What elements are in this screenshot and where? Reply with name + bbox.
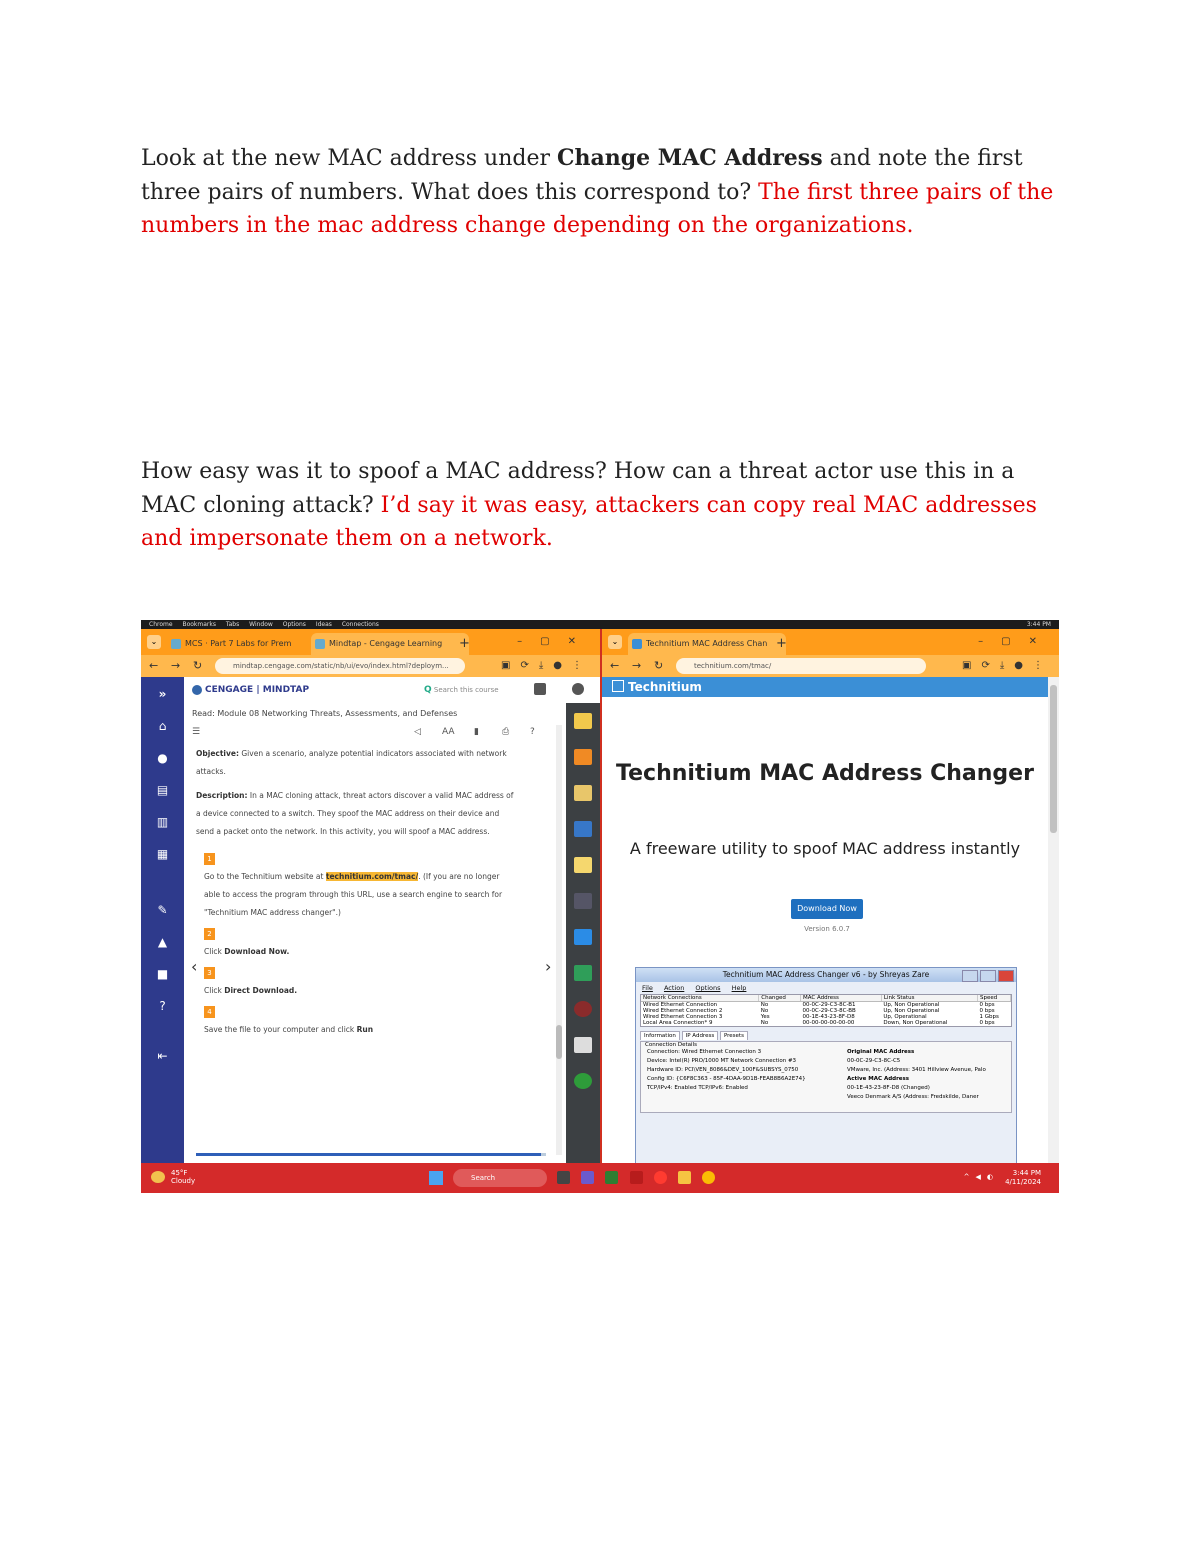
description-text: In a MAC cloning attack, threat actors discover a valid MAC address of a device connected to a switch. They spoof the MAC address on their device and send a packet onto the network. In this activity, you will spoof a MAC address. <box>196 791 514 836</box>
app-menu-bar <box>636 982 1016 994</box>
download-now-button[interactable]: Download Now <box>791 899 863 919</box>
address-bar[interactable] <box>215 658 465 674</box>
system-tray[interactable]: ^◀◐ <box>963 1173 999 1181</box>
taskbar-pinned-apps <box>557 1171 724 1186</box>
tab-strip <box>602 629 1059 655</box>
reload-icon[interactable]: ↻ <box>654 659 664 672</box>
page-scrollbar[interactable] <box>1048 677 1059 1163</box>
briefcase-icon[interactable]: ■ <box>156 967 169 981</box>
search-icon: Q <box>424 685 432 695</box>
description-paragraph <box>196 787 516 841</box>
chrome-icon[interactable] <box>702 1171 715 1184</box>
os-clock: 3:44 PM <box>1026 621 1051 628</box>
os-menu-item[interactable]: Ideas <box>315 621 332 628</box>
table-cell: Up, Non Operational <box>883 1002 940 1008</box>
reader-title: Read: Module 08 Networking Threats, Assessments, and Defenses <box>192 709 458 718</box>
column-header: Changed <box>759 995 801 1002</box>
details-right <box>847 1048 986 1102</box>
app-title: Technitium MAC Address Changer v6 - by Shreyas Zare <box>722 970 930 979</box>
app-menu-item: Action <box>663 984 685 992</box>
home-icon[interactable]: ⌂ <box>158 719 167 733</box>
scrollbar-thumb[interactable] <box>556 1025 562 1059</box>
app-menu-item: File <box>642 984 653 992</box>
embedded-screenshot <box>141 620 1059 1193</box>
dictionary-icon[interactable] <box>574 785 592 801</box>
tab-search-button[interactable]: ⌄ <box>147 635 161 649</box>
app-title-bar <box>636 968 1016 982</box>
detail-line: VMware, Inc. (Address: 3401 Hillview Avenue, Palo <box>847 1067 986 1073</box>
toc-icon[interactable]: ☰ <box>192 727 201 737</box>
step-bold: Download Now. <box>224 947 290 956</box>
progress-app-icon[interactable] <box>574 1073 592 1089</box>
tab-favicon-icon <box>171 639 181 649</box>
weather-icon[interactable] <box>151 1171 165 1183</box>
description-label: Description: <box>196 791 248 800</box>
step-3 <box>196 961 516 1000</box>
step-bold: Direct Download. <box>224 986 298 995</box>
objective-label: Objective: <box>196 749 239 758</box>
toolbar-icons[interactable]: ▣⟳⤓●⋮ <box>962 660 1053 671</box>
app-launcher-icon[interactable] <box>574 1001 592 1017</box>
table-cell: 00-0C-29-C3-8C-B1 <box>802 1002 856 1008</box>
question-2 <box>141 455 1066 556</box>
weather-condition: Cloudy <box>171 1177 196 1185</box>
print-icon[interactable]: ⎙ <box>502 727 510 737</box>
time: 3:44 PM <box>1012 1169 1041 1177</box>
detail-heading: Original MAC Address <box>847 1049 915 1055</box>
reader-scrollbar[interactable] <box>556 725 562 1155</box>
q2-text: How easy was it to spoof a MAC address? How can a threat actor use this in a MAC cloning attack? <box>141 459 1015 518</box>
read-aloud-icon[interactable]: ◁ <box>414 727 421 737</box>
reading-progress <box>196 1153 546 1156</box>
app-menu-item: Options <box>695 984 721 992</box>
table-cell: 00-1E-43-23-8F-D8 <box>802 1014 855 1020</box>
notes-icon[interactable] <box>534 683 546 695</box>
toolbar-icons[interactable]: ▣⟳⤓●⋮ <box>501 660 592 671</box>
notes-app-icon[interactable] <box>574 857 592 873</box>
table-cell: 00-0C-29-C3-8C-BB <box>802 1008 856 1014</box>
tab-search-button[interactable]: ⌄ <box>608 635 622 649</box>
wrench-icon[interactable]: ✎ <box>157 903 168 917</box>
taskbar-search[interactable] <box>453 1169 547 1187</box>
forward-icon[interactable]: → <box>171 659 181 672</box>
table-cell: No <box>760 1020 769 1026</box>
course-search[interactable] <box>424 685 499 695</box>
tab-favicon-icon <box>315 639 325 649</box>
site-navbar <box>602 677 1048 697</box>
detail-heading: Active MAC Address <box>847 1076 910 1082</box>
os-menu-item[interactable]: Tabs <box>225 621 240 628</box>
expand-icon[interactable]: » <box>158 687 167 701</box>
gradebook-icon[interactable]: ▦ <box>156 847 169 861</box>
tab-title: Technitium MAC Address Chan <box>646 639 768 648</box>
scrollbar-thumb[interactable] <box>1050 685 1057 833</box>
column-header: MAC Address <box>801 995 882 1002</box>
table-cell: Wired Ethernet Connection 3 <box>643 1014 723 1020</box>
table-cell: Up, Non Operational <box>883 1008 940 1014</box>
window-controls[interactable]: –▢✕ <box>517 636 594 647</box>
step-number: 3 <box>204 967 215 979</box>
store-icon[interactable] <box>605 1171 618 1184</box>
table-cell: No <box>760 1002 769 1008</box>
q1-text-2: and note the first three pairs of numbers. What does this correspond to? <box>141 146 1023 205</box>
table-cell: 00-00-00-00-00-00 <box>802 1020 855 1026</box>
step-text-pre: Click <box>204 947 225 956</box>
file-explorer-icon[interactable] <box>678 1171 691 1184</box>
app-menu-item: Help <box>731 984 747 992</box>
app-tab: Information <box>640 1031 680 1040</box>
next-page-icon[interactable]: › <box>545 957 552 976</box>
technitium-logo-icon <box>612 680 624 692</box>
step-text-post: . (If you are no longer able to access the program through this URL, use a search engine to search for "Technitium MAC address changer".) <box>204 872 503 917</box>
book-icon[interactable] <box>574 821 592 837</box>
table-cell: No <box>760 1008 769 1014</box>
step-text <box>204 868 516 922</box>
step-text <box>204 943 516 961</box>
cengage-wordmark: CENGAGE <box>205 685 254 695</box>
step-text <box>204 1021 516 1039</box>
table-row <box>641 1020 1011 1026</box>
page-subheading: A freeware utility to spoof MAC address instantly <box>629 839 1021 858</box>
app-dock-rail <box>566 703 600 1163</box>
detail-line: 00-0C-29-C3-8C-C5 <box>847 1058 901 1064</box>
app-tabs <box>640 1033 1012 1039</box>
table-cell: Up, Operational <box>883 1014 927 1020</box>
site-name[interactable]: Technitium <box>628 680 702 694</box>
browser-tab-active[interactable] <box>311 633 469 655</box>
taskbar-search-label: Search <box>471 1174 496 1182</box>
graduation-icon[interactable]: ▲ <box>157 935 168 949</box>
tab-strip <box>141 629 600 655</box>
temperature: 45°F <box>171 1169 188 1177</box>
browser-toolbar <box>141 655 600 677</box>
profile-icon[interactable]: ● <box>157 751 168 765</box>
version-label: Version 6.0.7 <box>804 925 850 933</box>
help-icon[interactable]: ? <box>530 727 535 737</box>
table-cell: Down, Non Operational <box>883 1020 948 1026</box>
close-icon <box>998 970 1014 982</box>
detail-line: Device: Intel(R) PRO/1000 MT Network Connection #3 <box>647 1058 797 1064</box>
detail-line: Veeco Denmark A/S (Address: Fredskilde, Daner <box>847 1094 979 1100</box>
mindtap-wordmark: MINDTAP <box>262 685 310 695</box>
details-label: Connection Details <box>645 1042 697 1048</box>
course-search-placeholder: Search this course <box>433 686 499 694</box>
table-cell: Local Area Connection* 9 <box>643 1020 713 1026</box>
maximize-icon <box>980 970 996 982</box>
detail-line: Config ID: {C6F8C363 - 85F-4DAA-9D1B-FEAB8B6A2E74} <box>647 1076 806 1082</box>
app-window-controls <box>960 970 1014 987</box>
step-text <box>204 982 516 1000</box>
table-cell: Wired Ethernet Connection <box>643 1002 718 1008</box>
logout-icon[interactable]: ⇤ <box>157 1049 168 1063</box>
left-browser-window <box>141 629 600 1163</box>
os-menu-item[interactable]: Window <box>249 621 273 628</box>
step-text-pre: Click <box>204 986 225 995</box>
step-number: 4 <box>204 1006 215 1018</box>
table-cell: 0 bps <box>979 1020 995 1026</box>
column-header: Network Connections <box>641 995 759 1002</box>
forward-icon[interactable]: → <box>632 659 642 672</box>
os-menu-item[interactable]: Chrome <box>149 621 173 628</box>
objective-text: Given a scenario, analyze potential indicators associated with network attacks. <box>196 749 507 776</box>
table-cell: Yes <box>760 1014 770 1020</box>
opera-icon[interactable] <box>654 1171 667 1184</box>
taskbar <box>141 1163 1059 1193</box>
detail-line: 00-1E-43-23-8F-D8 (Changed) <box>847 1085 930 1091</box>
browser-toolbar <box>602 655 1059 677</box>
weather-widget[interactable] <box>171 1169 195 1185</box>
address-bar-url: mindtap.cengage.com/static/nb/ui/evo/index.html?deploym... <box>233 662 449 670</box>
tmac-app-screenshot <box>635 967 1017 1163</box>
os-menu-item[interactable]: Connections <box>341 621 379 628</box>
table-cell: Wired Ethernet Connection 2 <box>643 1008 723 1014</box>
back-icon[interactable]: ← <box>149 659 159 672</box>
browser-tab-active[interactable] <box>628 633 786 655</box>
highlighter-icon[interactable] <box>574 713 592 729</box>
address-bar-url: technitium.com/tmac/ <box>694 662 772 670</box>
reading-progress-fill <box>196 1153 541 1156</box>
onedrive-icon[interactable] <box>574 929 592 945</box>
detail-line: Hardware ID: PCI\VEN_8086&DEV_100F&SUBSYS_0750 <box>647 1067 799 1073</box>
details-left <box>647 1048 806 1093</box>
step-2 <box>196 922 516 961</box>
library-icon[interactable]: ▥ <box>156 815 169 829</box>
new-tab-button[interactable]: + <box>776 636 787 651</box>
flashcards-icon[interactable] <box>574 1037 592 1053</box>
os-menu-item[interactable]: Options <box>282 621 306 628</box>
connection-details <box>640 1041 1012 1113</box>
reader-content <box>196 745 516 1145</box>
column-header: Speed <box>978 995 1011 1002</box>
help-circle-icon[interactable] <box>572 683 584 695</box>
step-bold: Run <box>356 1025 374 1034</box>
windows-start-icon[interactable] <box>429 1171 443 1185</box>
cengage-logo: CENGAGE | MINDTAP <box>192 677 309 703</box>
google-drive-icon[interactable] <box>574 965 592 981</box>
page-heading: Technitium MAC Address Changer <box>616 761 1034 786</box>
mcafee-icon[interactable] <box>630 1171 643 1184</box>
connections-table <box>640 994 1012 1027</box>
calendar-icon[interactable]: ▤ <box>156 783 169 797</box>
teams-icon[interactable] <box>581 1171 594 1184</box>
reload-icon[interactable]: ↻ <box>193 659 203 672</box>
address-bar[interactable] <box>676 658 926 674</box>
column-header: Link Status <box>881 995 977 1002</box>
reader-toolbar <box>184 725 564 745</box>
bookmark-icon[interactable]: ▮ <box>474 727 479 737</box>
rss-icon[interactable] <box>574 749 592 765</box>
app-tab: Presets <box>720 1031 748 1040</box>
q2-answer: I’d say it was easy, attackers can copy real MAC addresses and impersonate them on a network. <box>141 492 1037 551</box>
cengage-mark-icon <box>192 685 202 695</box>
table-cell: 1 Gbps <box>979 1014 999 1020</box>
date: 4/11/2024 <box>1005 1178 1041 1186</box>
tab-title: Mindtap - Cengage Learning <box>329 639 443 648</box>
table-cell: 0 bps <box>979 1008 995 1014</box>
q1-answer: The first three pairs of the numbers in the mac address change depending on the organizations. <box>141 179 1054 238</box>
task-view-icon[interactable] <box>557 1171 570 1184</box>
right-browser-window <box>600 629 1059 1163</box>
help-icon[interactable]: ? <box>159 999 166 1013</box>
mindtap-header <box>184 677 600 704</box>
read-speaker-icon[interactable] <box>574 893 592 909</box>
question-1 <box>141 142 1066 243</box>
q1-text: Look at the new MAC address under <box>141 146 557 171</box>
detail-line: Connection: Wired Ethernet Connection 3 <box>647 1049 762 1055</box>
step-1 <box>196 847 516 922</box>
browser-tab[interactable] <box>167 633 325 655</box>
os-menu-item[interactable]: Bookmarks <box>182 621 216 628</box>
tab-title: MCS · Part 7 Labs for Prem <box>185 639 292 648</box>
app-tab: IP Address <box>682 1031 719 1040</box>
font-size-icon[interactable]: AA <box>442 727 455 737</box>
previous-page-icon[interactable]: ‹ <box>191 957 198 976</box>
new-tab-button[interactable]: + <box>459 636 470 651</box>
detail-line: TCP/IPv4: Enabled TCP/IPv6: Enabled <box>647 1085 748 1091</box>
minimize-icon <box>962 970 978 982</box>
taskbar-clock[interactable] <box>1005 1169 1041 1187</box>
window-controls[interactable]: –▢✕ <box>978 636 1055 647</box>
technitium-link[interactable]: technitium.com/tmac/ <box>325 872 419 881</box>
back-icon[interactable]: ← <box>610 659 620 672</box>
os-menu-bar <box>141 620 1059 629</box>
mindtap-sidebar <box>141 677 184 1163</box>
objective-paragraph <box>196 745 516 781</box>
table-cell: 0 bps <box>979 1002 995 1008</box>
step-4 <box>196 1000 516 1039</box>
step-number: 1 <box>204 853 215 865</box>
step-text-pre: Go to the Technitium website at <box>204 872 326 881</box>
step-text-pre: Save the file to your computer and click <box>204 1025 357 1034</box>
step-number: 2 <box>204 928 215 940</box>
q1-bold: Change MAC Address <box>557 145 823 171</box>
tab-favicon-icon <box>632 639 642 649</box>
reader-title-bar <box>184 703 572 725</box>
